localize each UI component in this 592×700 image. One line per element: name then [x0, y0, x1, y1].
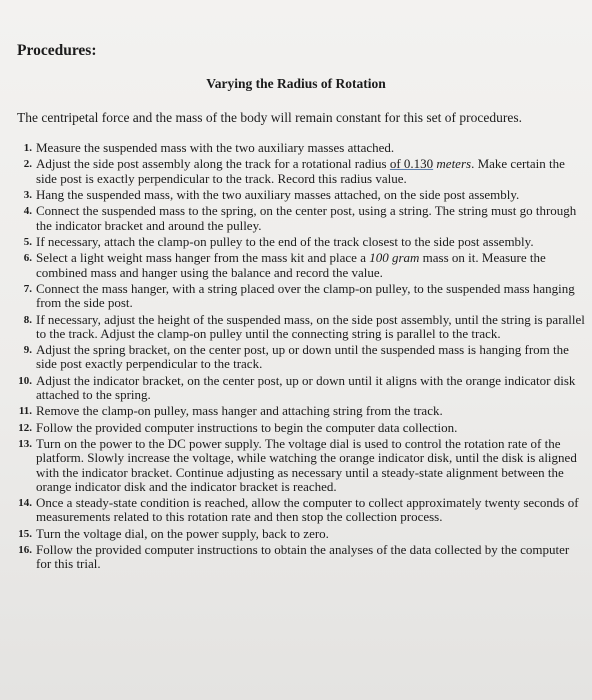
step-number: 4. — [23, 205, 32, 218]
step-number: 1. — [23, 142, 32, 154]
procedure-step — [12, 204, 587, 232]
step-text-text: Adjust the indicator bracket, on the center post, up or down until it aligns with the orange indicator disk attached to the spring. — [36, 372, 576, 402]
procedure-step — [12, 343, 587, 371]
step-number: 15. — [18, 527, 32, 540]
step-text — [36, 313, 587, 341]
procedure-step — [12, 437, 587, 494]
step-text — [36, 282, 587, 310]
procedure-step — [12, 251, 587, 279]
intro-paragraph: The centripetal force and the mass of the body will remain constant for this set of procedures. — [17, 110, 522, 125]
step-text-text: Once a steady-state condition is reached, allow the computer to collect approximately twenty seconds of measurements related to this rotation rate and then stop the collection process. — [36, 495, 579, 525]
step-number: 6. — [23, 252, 32, 265]
step-text-text: Measure the suspended mass with the two auxiliary masses attached. — [36, 140, 395, 155]
step-text — [36, 404, 587, 418]
procedure-step — [12, 157, 587, 185]
step-text-em: 100 gram — [369, 250, 420, 266]
step-text-text: Adjust the spring bracket, on the center post, up or down until the suspended mass is hanging from the side post exactly perpendicular to the track. — [36, 342, 569, 372]
step-text — [36, 496, 587, 524]
step-text-text: Hang the suspended mass, with the two auxiliary masses attached, on the side post assembly. — [36, 186, 520, 202]
step-text — [36, 188, 587, 202]
procedure-step — [12, 421, 587, 435]
step-text — [36, 235, 587, 249]
step-text-em: meters — [433, 156, 472, 172]
step-text-text: Follow the provided computer instructions to obtain the analyses of the data collected by the computer for this trial. — [36, 542, 570, 572]
procedure-step — [12, 496, 587, 524]
procedure-step — [12, 313, 587, 341]
step-text — [36, 374, 587, 402]
step-text-text: If necessary, attach the clamp-on pulley to the end of the track closest to the side post assembly. — [36, 233, 534, 249]
procedure-step — [12, 404, 587, 418]
procedure-step — [12, 374, 587, 402]
step-text-post: mass on it. Measure the combined mass and hanger using the balance and record the value. — [36, 250, 546, 280]
step-text — [36, 141, 587, 155]
procedure-step — [12, 527, 587, 541]
step-text-text: Connect the suspended mass to the spring, on the center post, using a string. The string must go through the indicator bracket and around the pulley. — [36, 203, 577, 233]
step-text — [36, 343, 587, 371]
step-number: 13. — [18, 438, 32, 451]
procedure-step — [12, 141, 587, 155]
step-text-text: Remove the clamp-on pulley, mass hanger and attaching string from the track. — [36, 403, 443, 419]
step-text-pre: Adjust the side post assembly along the track for a rotational radius — [36, 156, 390, 172]
step-number: 9. — [23, 344, 32, 357]
procedure-step — [12, 543, 587, 571]
procedure-step — [12, 188, 587, 202]
step-number: 11. — [18, 405, 32, 418]
step-text-text: Turn the voltage dial, on the power supply, back to zero. — [36, 525, 329, 541]
step-text — [36, 204, 587, 232]
step-number: 3. — [23, 188, 32, 201]
step-number: 16. — [18, 544, 32, 557]
step-number: 10. — [18, 374, 32, 387]
step-text-text: Turn on the power to the DC power supply. The voltage dial is used to control the rotation rate of the platform. Slowly increase the voltage, while watching the orange indicator disk, until the disk is aligned with the indicator bracket. Continue adjusting as necessary until a steady-state alignment between the orange indicator disk and the indicator bracket is reached. — [36, 436, 577, 494]
step-text-pre: Select a light weight mass hanger from the mass kit and place a — [36, 250, 370, 266]
step-text-post: . Make certain the side post is exactly perpendicular to the track. Record this radius value. — [36, 156, 565, 186]
procedures-heading: Procedures: — [17, 42, 97, 59]
step-text — [36, 437, 587, 494]
step-number: 2. — [23, 158, 32, 171]
section-subtitle: Varying the Radius of Rotation — [206, 76, 386, 91]
step-text — [36, 251, 587, 279]
procedure-step — [12, 282, 587, 310]
step-number: 7. — [23, 282, 32, 295]
procedure-step — [12, 235, 587, 249]
step-text — [36, 421, 587, 435]
step-text-text: If necessary, adjust the height of the suspended mass, on the side post assembly, until the string is parallel to the track. Adjust the clamp-on pulley until the connecting string is parallel to the track. — [36, 311, 585, 341]
step-text — [36, 157, 587, 185]
step-text-text: Follow the provided computer instructions to begin the computer data collection. — [36, 419, 458, 435]
step-text-text: Connect the mass hanger, with a string placed over the clamp-on pulley, to the suspended mass hanging from the side post. — [36, 280, 575, 311]
step-number: 12. — [18, 421, 32, 434]
step-text — [36, 543, 587, 571]
step-number: 14. — [18, 497, 32, 510]
procedure-steps-list — [12, 141, 587, 574]
step-number: 8. — [23, 313, 32, 326]
step-text — [36, 527, 587, 541]
underlined-value: of 0.130 — [389, 156, 434, 172]
step-number: 5. — [23, 235, 32, 248]
